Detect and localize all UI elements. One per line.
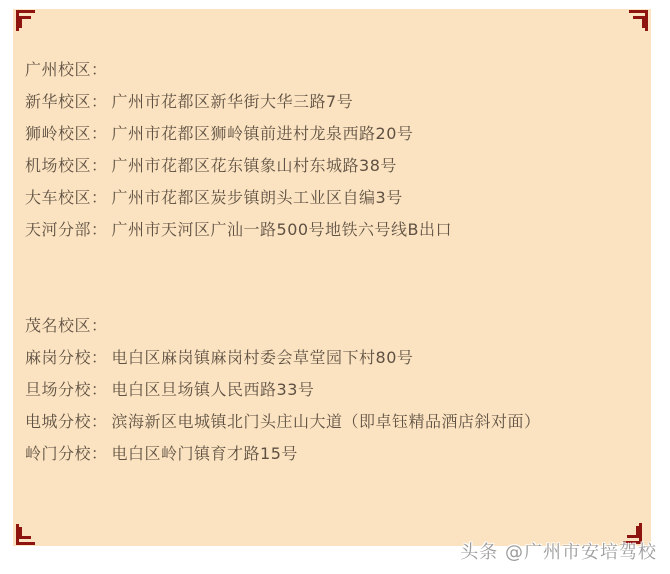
campus-address: 广州市花都区狮岭镇前进村龙泉西路20号 xyxy=(111,124,414,143)
campus-address: 电白区旦场镇人民西路33号 xyxy=(111,380,315,399)
section-title-text: 广州校区： xyxy=(25,60,108,79)
corner-bracket-top-right-icon xyxy=(629,10,648,31)
campus-entry xyxy=(25,342,645,374)
campus-address: 广州市天河区广汕一路500号地铁六号线B出口 xyxy=(111,220,453,239)
campus-label: 大车校区： xyxy=(25,188,108,207)
campus-label: 麻岗分校： xyxy=(25,348,108,367)
campus-entry xyxy=(25,118,645,150)
campus-entry xyxy=(25,86,645,118)
section-title-text: 茂名校区： xyxy=(25,316,108,335)
toutiao-watermark: 头条 @广州市安培驾校 xyxy=(460,542,657,563)
campus-address: 电白区岭门镇育才路15号 xyxy=(111,444,298,463)
corner-bracket-bottom-left-icon xyxy=(16,524,35,545)
campus-label: 新华校区： xyxy=(25,92,108,111)
section-title-guangzhou xyxy=(25,54,645,86)
corner-bracket-top-left-icon xyxy=(16,10,35,31)
address-panel xyxy=(13,9,651,546)
campus-entry xyxy=(25,438,645,470)
campus-address: 广州市花都区新华街大华三路7号 xyxy=(111,92,354,111)
campus-address: 广州市花都区花东镇象山村东城路38号 xyxy=(111,156,397,175)
campus-entry xyxy=(25,406,645,438)
campus-address: 广州市花都区炭步镇朗头工业区自编3号 xyxy=(111,188,403,207)
campus-entry xyxy=(25,182,645,214)
campus-entry xyxy=(25,214,645,246)
section-gap xyxy=(25,246,645,310)
address-list xyxy=(25,54,645,470)
campus-address: 电白区麻岗镇麻岗村委会草堂园下村80号 xyxy=(111,348,414,367)
campus-entry xyxy=(25,150,645,182)
campus-label: 旦场分校： xyxy=(25,380,108,399)
campus-label: 天河分部： xyxy=(25,220,108,239)
campus-label: 机场校区： xyxy=(25,156,108,175)
campus-address: 滨海新区电城镇北门头庄山大道（即卓钰精品酒店斜对面） xyxy=(111,412,541,431)
campus-label: 岭门分校： xyxy=(25,444,108,463)
campus-entry xyxy=(25,374,645,406)
section-title-maoming xyxy=(25,310,645,342)
campus-label: 电城分校： xyxy=(25,412,108,431)
campus-label: 狮岭校区： xyxy=(25,124,108,143)
